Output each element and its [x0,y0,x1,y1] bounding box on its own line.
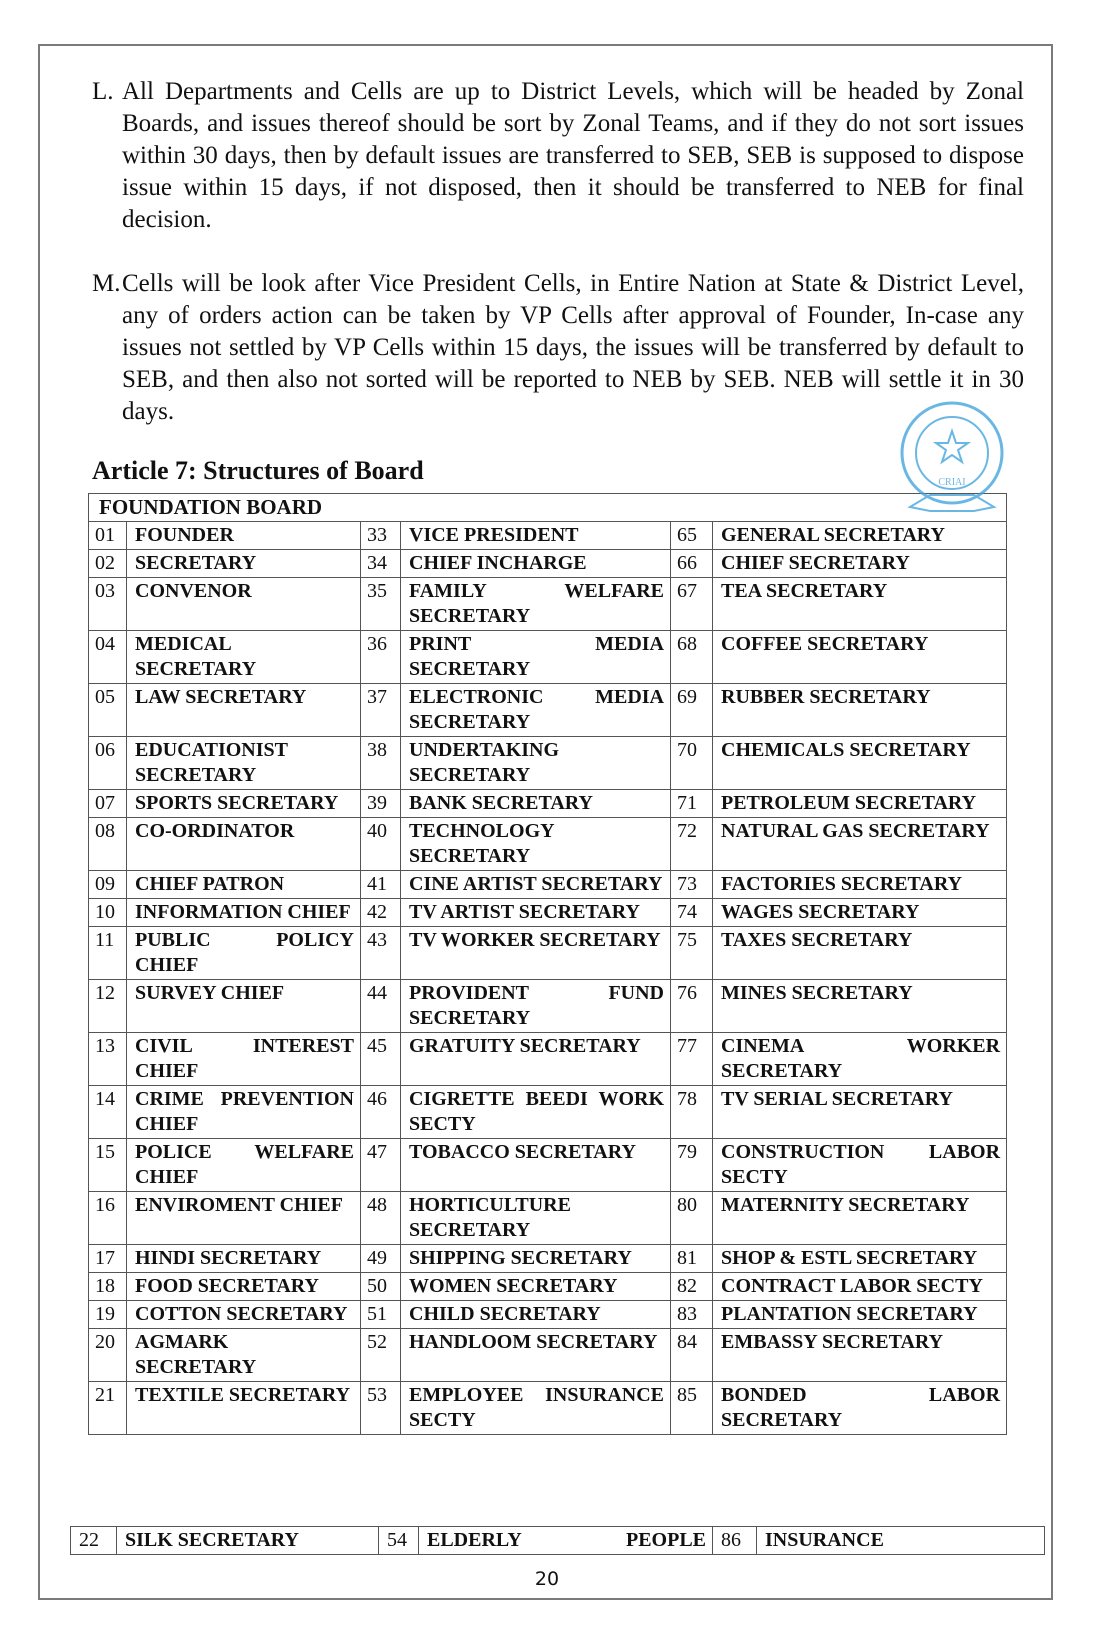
entry-title: SECRETARY [127,550,361,578]
entry-title: ELDERLY PEOPLE [419,1527,713,1555]
table-row [89,1301,1007,1329]
entry-title: SURVEY CHIEF [127,980,361,1033]
entry-title: TV WORKER SECRETARY [401,927,671,980]
entry-title: TECHNOLOGY SECRETARY [401,818,671,871]
entry-number: 53 [361,1382,401,1435]
entry-title: ELECTRONIC MEDIA SECRETARY [401,684,671,737]
entry-number: 16 [89,1192,127,1245]
entry-number: 77 [671,1033,713,1086]
entry-number: 52 [361,1329,401,1382]
entry-title: LAW SECRETARY [127,684,361,737]
entry-title: WAGES SECRETARY [713,899,1007,927]
entry-title: TAXES SECRETARY [713,927,1007,980]
entry-title: CIGRETTE BEEDI WORK SECTY [401,1086,671,1139]
entry-number: 09 [89,871,127,899]
entry-title: RUBBER SECRETARY [713,684,1007,737]
entry-number: 17 [89,1245,127,1273]
table-row [89,927,1007,980]
table-row [89,980,1007,1033]
entry-number: 48 [361,1192,401,1245]
entry-title: CHIEF INCHARGE [401,550,671,578]
table-row [89,737,1007,790]
entry-title: CONTRACT LABOR SECTY [713,1273,1007,1301]
entry-title: PUBLIC POLICY CHIEF [127,927,361,980]
entry-title: PRINT MEDIA SECRETARY [401,631,671,684]
table-row [89,1382,1007,1435]
entry-number: 37 [361,684,401,737]
entry-number: 12 [89,980,127,1033]
entry-number: 40 [361,818,401,871]
entry-number: 45 [361,1033,401,1086]
entry-number: 39 [361,790,401,818]
entry-number: 22 [71,1527,117,1555]
entry-title: EMBASSY SECRETARY [713,1329,1007,1382]
continuation-table [70,1526,1045,1555]
entry-number: 81 [671,1245,713,1273]
entry-number: 05 [89,684,127,737]
table-row [89,1245,1007,1273]
entry-number: 35 [361,578,401,631]
entry-title: CONVENOR [127,578,361,631]
entry-number: 82 [671,1273,713,1301]
table-row [89,899,1007,927]
entry-title: CINE ARTIST SECRETARY [401,871,671,899]
entry-title: SHIPPING SECRETARY [401,1245,671,1273]
entry-title: GENERAL SECRETARY [713,522,1007,550]
entry-title: CO-ORDINATOR [127,818,361,871]
entry-number: 02 [89,550,127,578]
entry-title: PETROLEUM SECRETARY [713,790,1007,818]
stamp-star [936,431,968,462]
paragraph-text: All Departments and Cells are up to District Levels, which will be headed by Zonal Boards, and issues thereof should be sort by Zonal Teams, and if they do not sort issues within 30 days, then by default issues are transferred to SEB, SEB is supposed to dispose issue within 15 days, if not disposed, then it should be transferred to NEB for final decision. [122,78,1024,233]
entry-number: 47 [361,1139,401,1192]
entry-number: 83 [671,1301,713,1329]
table-row [89,522,1007,550]
entry-title: SILK SECRETARY [117,1527,379,1555]
entry-title: CHIEF PATRON [127,871,361,899]
entry-title: MATERNITY SECRETARY [713,1192,1007,1245]
table-row [89,578,1007,631]
entry-number: 36 [361,631,401,684]
entry-title: CHEMICALS SECRETARY [713,737,1007,790]
entry-title: CHIEF SECRETARY [713,550,1007,578]
entry-title: COTTON SECRETARY [127,1301,361,1329]
entry-title: CIVIL INTEREST CHIEF [127,1033,361,1086]
table-title-row [89,494,1007,522]
entry-title: INSURANCE [757,1527,1045,1555]
entry-number: 14 [89,1086,127,1139]
entry-number: 42 [361,899,401,927]
entry-title: PLANTATION SECRETARY [713,1301,1007,1329]
table-row [89,871,1007,899]
entry-number: 79 [671,1139,713,1192]
paragraph-marker: M. [92,270,121,297]
entry-title: ENVIROMENT CHIEF [127,1192,361,1245]
entry-number: 72 [671,818,713,871]
entry-number: 41 [361,871,401,899]
entry-title: FOUNDER [127,522,361,550]
entry-title: CINEMA WORKER SECRETARY [713,1033,1007,1086]
entry-number: 54 [379,1527,419,1555]
entry-number: 68 [671,631,713,684]
article-heading: Article 7: Structures of Board [92,456,424,485]
entry-number: 06 [89,737,127,790]
entry-title: COFFEE SECRETARY [713,631,1007,684]
entry-title: EDUCATIONIST SECRETARY [127,737,361,790]
entry-title: TEXTILE SECRETARY [127,1382,361,1435]
table-row [89,1086,1007,1139]
entry-title: VICE PRESIDENT [401,522,671,550]
entry-number: 71 [671,790,713,818]
entry-title: TOBACCO SECRETARY [401,1139,671,1192]
entry-number: 75 [671,927,713,980]
entry-title: SHOP & ESTL SECRETARY [713,1245,1007,1273]
entry-number: 84 [671,1329,713,1382]
entry-title: SPORTS SECRETARY [127,790,361,818]
entry-number: 46 [361,1086,401,1139]
entry-title: CONSTRUCTION LABOR SECTY [713,1139,1007,1192]
entry-number: 69 [671,684,713,737]
entry-number: 34 [361,550,401,578]
entry-title: FACTORIES SECRETARY [713,871,1007,899]
entry-title: EMPLOYEE INSURANCE SECTY [401,1382,671,1435]
entry-number: 86 [713,1527,757,1555]
table-row [71,1527,1045,1555]
entry-number: 07 [89,790,127,818]
entry-title: HORTICULTURE SECRETARY [401,1192,671,1245]
entry-number: 04 [89,631,127,684]
entry-number: 70 [671,737,713,790]
entry-title: PROVIDENT FUND SECRETARY [401,980,671,1033]
entry-number: 33 [361,522,401,550]
entry-title: BANK SECRETARY [401,790,671,818]
entry-title: GRATUITY SECRETARY [401,1033,671,1086]
entry-number: 49 [361,1245,401,1273]
entry-title: FOOD SECRETARY [127,1273,361,1301]
entry-title: CHILD SECRETARY [401,1301,671,1329]
entry-number: 78 [671,1086,713,1139]
entry-number: 67 [671,578,713,631]
entry-title: TEA SECRETARY [713,578,1007,631]
page-number: 20 [534,1568,560,1590]
entry-title: BONDED LABOR SECRETARY [713,1382,1007,1435]
entry-title: POLICE WELFARE CHIEF [127,1139,361,1192]
table-row [89,631,1007,684]
entry-number: 01 [89,522,127,550]
entry-number: 43 [361,927,401,980]
board-structure-table [88,493,1007,1435]
seal-stamp-icon [880,395,1030,525]
entry-number: 73 [671,871,713,899]
entry-number: 50 [361,1273,401,1301]
entry-number: 80 [671,1192,713,1245]
entry-title: UNDERTAKING SECRETARY [401,737,671,790]
table-row [89,550,1007,578]
entry-number: 21 [89,1382,127,1435]
table-row [89,1139,1007,1192]
entry-title: WOMEN SECRETARY [401,1273,671,1301]
table-row [89,1033,1007,1086]
entry-title: TV ARTIST SECRETARY [401,899,671,927]
table-row [89,1329,1007,1382]
entry-title: CRIME PREVENTION CHIEF [127,1086,361,1139]
entry-number: 15 [89,1139,127,1192]
entry-title: INFORMATION CHIEF [127,899,361,927]
entry-number: 38 [361,737,401,790]
entry-number: 11 [89,927,127,980]
entry-title: HINDI SECRETARY [127,1245,361,1273]
entry-number: 20 [89,1329,127,1382]
entry-title: MEDICAL SECRETARY [127,631,361,684]
table-row [89,1192,1007,1245]
entry-title: HANDLOOM SECRETARY [401,1329,671,1382]
table-row [89,684,1007,737]
entry-number: 10 [89,899,127,927]
entry-title: TV SERIAL SECRETARY [713,1086,1007,1139]
table-row [89,818,1007,871]
entry-number: 85 [671,1382,713,1435]
table-title: FOUNDATION BOARD [89,494,1007,522]
entry-number: 18 [89,1273,127,1301]
entry-title: AGMARK SECRETARY [127,1329,361,1382]
entry-number: 08 [89,818,127,871]
paragraph-marker: L. [92,78,114,105]
entry-number: 66 [671,550,713,578]
entry-number: 74 [671,899,713,927]
entry-number: 65 [671,522,713,550]
entry-number: 76 [671,980,713,1033]
entry-title: FAMILY WELFARE SECRETARY [401,578,671,631]
table-row [89,790,1007,818]
entry-title: MINES SECRETARY [713,980,1007,1033]
stamp-label: CRIAI [938,477,966,488]
entry-number: 44 [361,980,401,1033]
entry-number: 19 [89,1301,127,1329]
entry-number: 13 [89,1033,127,1086]
entry-title: NATURAL GAS SECRETARY [713,818,1007,871]
entry-number: 51 [361,1301,401,1329]
table-row [89,1273,1007,1301]
paragraph-text: Cells will be look after Vice President Cells, in Entire Nation at State & District Level, any of orders action can be taken by VP Cells after approval of Founder, In-case any issues not settled by VP Cells within 15 days, the issues will be transferred by default to SEB, and then also not sorted will be reported to NEB by SEB. NEB will settle it in 30 days. [122,270,1024,425]
entry-number: 03 [89,578,127,631]
paragraph-l [92,76,1024,236]
